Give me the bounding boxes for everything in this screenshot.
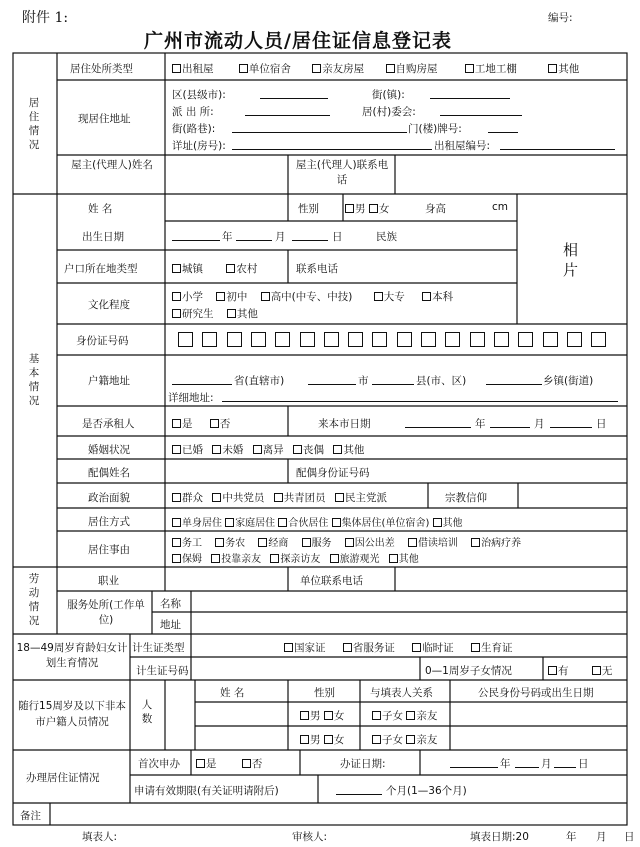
permit-month: 月 — [541, 758, 552, 770]
checkbox-male[interactable]: 男 — [345, 203, 366, 215]
children-relation-header: 与填表人关系 — [370, 687, 433, 699]
checkbox-medical[interactable]: 治病疗养 — [471, 538, 521, 549]
checkbox-business-trip[interactable]: 因公出差 — [345, 538, 395, 549]
checkbox-temp-cert[interactable]: 临时证 — [412, 642, 454, 654]
cert-type-options — [284, 640, 513, 655]
reviewer-label: 审核人: — [292, 831, 328, 843]
workplace-name-label: 名称 — [160, 598, 181, 610]
spouse-id-label: 配偶身份证号码 — [296, 467, 370, 479]
detail-label: 详址(房号): — [172, 140, 226, 152]
checkbox-child-yes[interactable]: 有 — [548, 665, 569, 677]
arrival-day: 日 — [596, 418, 607, 430]
checkbox-join-relatives[interactable]: 投靠亲友 — [211, 554, 261, 565]
id-digit-box[interactable] — [543, 332, 558, 347]
children-id-header: 公民身份号码或出生日期 — [478, 687, 594, 699]
checkbox-nanny[interactable]: 保姆 — [172, 554, 202, 565]
checkbox-collective[interactable]: 集体居住(单位宿舍) — [332, 518, 430, 529]
gender-options — [345, 201, 389, 216]
checkbox-relative-house[interactable]: 亲友房屋 — [312, 63, 364, 75]
edu-options-row2 — [172, 306, 258, 321]
checkbox-democratic-party[interactable]: 民主党派 — [335, 492, 387, 504]
height-unit: cm — [492, 201, 509, 213]
fill-date-month: 月 — [596, 831, 607, 843]
child-label: 0—1周岁子女情况 — [425, 665, 512, 677]
arrival-year: 年 — [475, 418, 486, 430]
first-apply-options — [196, 756, 262, 771]
section-basic: 基本情况 — [28, 353, 40, 407]
edu-label: 文化程度 — [88, 299, 130, 311]
id-digit-box[interactable] — [445, 332, 460, 347]
checkbox-tenant-yes[interactable]: 是 — [172, 418, 193, 430]
id-digit-box[interactable] — [324, 332, 339, 347]
address-label: 现居住地址 — [78, 113, 131, 125]
id-digit-box[interactable] — [178, 332, 193, 347]
county-field[interactable] — [372, 372, 414, 385]
year-label: 年 — [222, 231, 233, 243]
family-planning-label: 18—49周岁育龄妇女计划生育情况 — [16, 642, 128, 669]
checkbox-edu-other[interactable]: 其他 — [227, 308, 258, 320]
checkbox-divorced[interactable]: 离异 — [253, 444, 284, 456]
rental-no-field[interactable] — [500, 137, 615, 150]
street-town-label: 街(镇): — [372, 89, 405, 101]
checkbox-female[interactable]: 女 — [369, 203, 390, 215]
residence-type-options — [172, 61, 579, 76]
checkbox-first-no[interactable]: 否 — [242, 758, 263, 770]
edu-options-row1 — [172, 289, 453, 304]
permit-year: 年 — [500, 758, 511, 770]
id-digit-box[interactable] — [421, 332, 436, 347]
permit-month-field[interactable] — [515, 755, 539, 768]
gate-label: 门(楼)牌号: — [408, 123, 462, 135]
checkbox-own-house[interactable]: 自购房屋 — [386, 63, 438, 75]
page-title: 广州市流动人员/居住证信息登记表 — [144, 30, 452, 52]
detail-field[interactable] — [232, 137, 432, 150]
checkbox-farm[interactable]: 务农 — [215, 538, 245, 549]
checkbox-child1-female[interactable]: 女 — [324, 710, 345, 722]
id-digit-box[interactable] — [470, 332, 485, 347]
checkbox-junior[interactable]: 初中 — [216, 291, 247, 303]
id-label: 身份证号码 — [76, 335, 129, 347]
road-field[interactable] — [232, 120, 407, 133]
fill-date-year: 年 — [566, 831, 577, 843]
children-gender-header: 性别 — [314, 687, 335, 699]
checkbox-widowed[interactable]: 丧偶 — [293, 444, 324, 456]
street-town-field[interactable] — [430, 86, 510, 99]
checkbox-rental[interactable]: 出租屋 — [172, 63, 214, 75]
rental-no-label: 出租屋编号: — [434, 140, 491, 152]
birth-year-field[interactable] — [172, 228, 220, 241]
reason-label: 居住事由 — [88, 544, 130, 556]
province-label: 省(直辖市) — [234, 375, 285, 387]
name-label: 姓 名 — [88, 203, 113, 215]
living-options — [172, 514, 463, 529]
township-field[interactable] — [486, 372, 542, 385]
gender-label: 性别 — [298, 203, 319, 215]
job-label: 职业 — [98, 575, 119, 587]
id-digit-box[interactable] — [300, 332, 315, 347]
checkbox-work[interactable]: 务工 — [172, 538, 202, 549]
police-field[interactable] — [245, 103, 330, 116]
checkbox-national-cert[interactable]: 国家证 — [284, 642, 326, 654]
child2-gender — [300, 732, 344, 747]
checkbox-primary[interactable]: 小学 — [172, 291, 203, 303]
tenant-options — [172, 416, 230, 431]
fill-date-label: 填表日期:20 — [470, 831, 529, 843]
birth-label: 出生日期 — [82, 231, 124, 243]
attachment-label: 附件 1: — [22, 10, 69, 26]
province-field[interactable] — [172, 372, 232, 385]
day-label: 日 — [332, 231, 343, 243]
living-label: 居住方式 — [88, 516, 130, 528]
validity-months: 个月(1—36个月) — [386, 785, 467, 797]
checkbox-bachelor[interactable]: 本科 — [422, 291, 453, 303]
arrival-day-field[interactable] — [550, 415, 592, 428]
height-label: 身高 — [425, 203, 446, 215]
spouse-name-label: 配偶姓名 — [88, 467, 130, 479]
checkbox-child2-kid[interactable]: 子女 — [372, 734, 403, 746]
arrival-year-field[interactable] — [405, 415, 471, 428]
section-labor: 劳动情况 — [28, 573, 40, 627]
hukou-type-label: 户口所在地类型 — [64, 263, 138, 275]
checkbox-provincial-cert[interactable]: 省服务证 — [343, 642, 395, 654]
child1-gender — [300, 708, 344, 723]
gate-field[interactable] — [488, 120, 518, 133]
checkbox-rural[interactable]: 农村 — [226, 263, 257, 275]
id-digit-box[interactable] — [567, 332, 582, 347]
workplace-label: 服务处所(工作单位) — [67, 599, 145, 626]
checkbox-family[interactable]: 家庭居住 — [225, 518, 275, 529]
political-options — [172, 490, 387, 505]
checkbox-child2-relative[interactable]: 亲友 — [406, 734, 437, 746]
child-options — [548, 663, 612, 678]
checkbox-alone[interactable]: 单身居住 — [172, 518, 222, 529]
cert-no-label: 计生证号码 — [136, 665, 189, 677]
id-digit-box[interactable] — [372, 332, 387, 347]
city-field[interactable] — [308, 372, 356, 385]
hukou-type-options — [172, 261, 257, 276]
political-label: 政治面貌 — [88, 492, 130, 504]
birth-month-field[interactable] — [236, 228, 272, 241]
hukou-addr-label: 户籍地址 — [88, 375, 130, 387]
county-label: 县(市、区) — [416, 375, 467, 387]
checkbox-graduate[interactable]: 研究生 — [172, 308, 214, 320]
committee-label: 居(村)委会: — [362, 106, 416, 118]
owner-name-label: 屋主(代理人)姓名 — [71, 159, 153, 171]
reason-options-row1 — [172, 534, 521, 549]
checkbox-other[interactable]: 其他 — [548, 63, 579, 75]
checkbox-masses[interactable]: 群众 — [172, 492, 203, 504]
photo-label: 相片 — [563, 241, 579, 279]
township-label: 乡镇(街道) — [543, 375, 594, 387]
checkbox-child2-male[interactable]: 男 — [300, 734, 321, 746]
validity-label: 申请有效期限(有关证明请附后) — [134, 785, 279, 797]
checkbox-tourism[interactable]: 旅游观光 — [330, 554, 380, 565]
fill-date-day: 日 — [624, 831, 635, 843]
permit-label: 办理居住证情况 — [26, 772, 100, 784]
road-label: 街(路巷): — [172, 123, 216, 135]
checkbox-visit[interactable]: 探亲访友 — [270, 554, 320, 565]
checkbox-reason-other[interactable]: 其他 — [389, 554, 419, 565]
tenant-label: 是否承租人 — [82, 418, 135, 430]
checkbox-birth-cert[interactable]: 生育证 — [471, 642, 513, 654]
detail-addr-field[interactable] — [222, 390, 618, 402]
children-label: 随行15周岁及以下非本市户籍人员情况 — [18, 700, 126, 728]
checkbox-shared[interactable]: 合伙居住 — [278, 518, 328, 529]
arrival-label: 来本市日期 — [318, 418, 371, 430]
birth-day-field[interactable] — [292, 228, 328, 241]
owner-phone-label: 屋主(代理人)联系电话 — [295, 159, 389, 186]
marital-label: 婚姻状况 — [88, 444, 130, 456]
permit-day: 日 — [578, 758, 589, 770]
checkbox-youth-league[interactable]: 共青团员 — [274, 492, 326, 504]
id-digit-box[interactable] — [494, 332, 509, 347]
checkbox-child1-male[interactable]: 男 — [300, 710, 321, 722]
checkbox-child-no[interactable]: 无 — [592, 665, 613, 677]
checkbox-town[interactable]: 城镇 — [172, 263, 203, 275]
checkbox-senior[interactable]: 高中(中专、中技) — [261, 291, 353, 303]
serial-label: 编号: — [548, 12, 573, 24]
checkbox-child1-kid[interactable]: 子女 — [372, 710, 403, 722]
section-residence: 居住情况 — [28, 97, 40, 151]
checkbox-training[interactable]: 借读培训 — [408, 538, 458, 549]
city-label: 市 — [358, 375, 369, 387]
religion-label: 宗教信仰 — [445, 492, 487, 504]
children-name-header: 姓 名 — [220, 687, 245, 699]
permit-date-label: 办证日期: — [340, 758, 386, 770]
reason-options-row2 — [172, 550, 419, 565]
child2-relation — [372, 732, 437, 747]
marital-options — [172, 442, 364, 457]
filler-label: 填表人: — [82, 831, 118, 843]
id-digit-box[interactable] — [275, 332, 290, 347]
checkbox-cpc[interactable]: 中共党员 — [212, 492, 264, 504]
arrival-month-field[interactable] — [490, 415, 530, 428]
cert-type-label: 计生证类型 — [132, 642, 185, 654]
committee-field[interactable] — [440, 103, 522, 116]
id-digit-box[interactable] — [227, 332, 242, 347]
detail-addr-label: 详细地址: — [168, 392, 214, 404]
checkbox-marital-other[interactable]: 其他 — [333, 444, 364, 456]
arrival-month: 月 — [534, 418, 545, 430]
month-label: 月 — [275, 231, 286, 243]
checkbox-married[interactable]: 已婚 — [172, 444, 203, 456]
id-digit-box[interactable] — [591, 332, 606, 347]
permit-day-field[interactable] — [554, 755, 576, 768]
checkbox-first-yes[interactable]: 是 — [196, 758, 217, 770]
workplace-address-label: 地址 — [160, 619, 181, 631]
validity-field[interactable] — [336, 782, 382, 795]
checkbox-single[interactable]: 未婚 — [212, 444, 243, 456]
district-label: 区(县级市): — [172, 89, 226, 101]
id-digit-box[interactable] — [251, 332, 266, 347]
ethnicity-label: 民族 — [376, 231, 397, 243]
id-digit-box[interactable] — [202, 332, 217, 347]
first-apply-label: 首次申办 — [138, 758, 180, 770]
checkbox-business[interactable]: 经商 — [258, 538, 288, 549]
checkbox-college[interactable]: 大专 — [374, 291, 405, 303]
checkbox-tenant-no[interactable]: 否 — [210, 418, 231, 430]
district-field[interactable] — [260, 86, 328, 99]
unit-phone-label: 单位联系电话 — [300, 575, 363, 587]
checkbox-service[interactable]: 服务 — [302, 538, 332, 549]
police-label: 派 出 所: — [172, 106, 214, 118]
checkbox-dorm[interactable]: 单位宿舍 — [239, 63, 291, 75]
id-digit-box[interactable] — [348, 332, 363, 347]
id-digit-box[interactable] — [518, 332, 533, 347]
checkbox-living-other[interactable]: 其他 — [433, 518, 463, 529]
checkbox-work-shed[interactable]: 工地工棚 — [465, 63, 517, 75]
permit-year-field[interactable] — [450, 755, 498, 768]
id-digit-box[interactable] — [397, 332, 412, 347]
residence-type-label: 居住处所类型 — [70, 63, 133, 75]
children-count-label: 人数 — [141, 699, 153, 725]
phone-label: 联系电话 — [296, 263, 338, 275]
checkbox-child1-relative[interactable]: 亲友 — [406, 710, 437, 722]
remarks-label: 备注 — [20, 810, 41, 822]
child1-relation — [372, 708, 437, 723]
checkbox-child2-female[interactable]: 女 — [324, 734, 345, 746]
